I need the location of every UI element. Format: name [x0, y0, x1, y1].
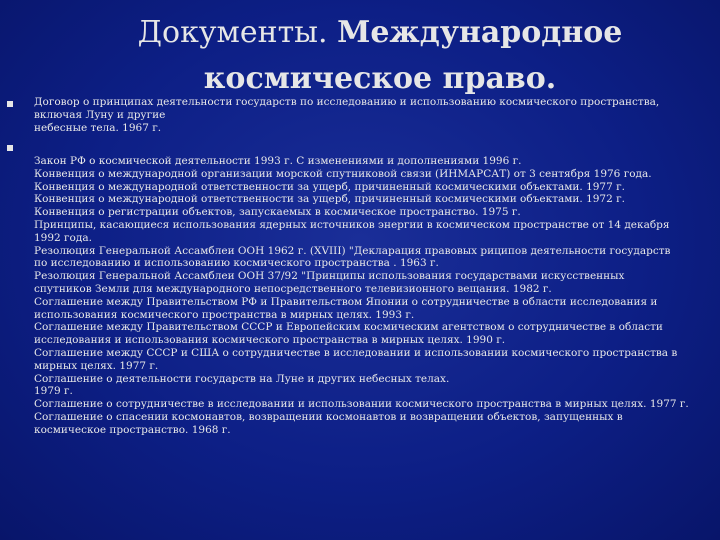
title-part-1: Документы. [137, 15, 338, 50]
list-item-line: 1992 года. [34, 231, 92, 244]
list-item-line: Соглашение о сотрудничестве в исследовании и использовании космического пространства в мирных целях. 1977 г. [34, 398, 689, 411]
list-item-line: Резолюция Генеральной Ассамблеи ООН 37/92 "Принципы использования государствами искусственных [34, 270, 625, 283]
list-item-line: Конвенция о международной организации морской спутниковой связи (ИНМАРСАТ) от 3 сентября 1976 года. [34, 167, 652, 180]
list-item-line: Резолюция Генеральной Ассамблеи ООН 1962 г. (XVIII) "Декларация правовых риципов деятельности государств [34, 244, 671, 257]
list-item-line: по исследованию и использованию космического пространства . 1963 г. [34, 257, 439, 270]
list-item-line: Принципы, касающиеся использования ядерных источников энергии в космическом пространстве от 14 декабря [34, 218, 670, 231]
list-item-line: включая Луну и другие [34, 108, 166, 121]
list-item-line: Конвенция о международной ответственности за ущерб, причиненный космическими объектами. 1977 г. [34, 180, 625, 193]
list-item-line: Соглашение между Правительством РФ и Правительством Японии о сотрудничестве в области исследования и [34, 295, 658, 308]
list-item-line: 1979 г. [34, 385, 73, 398]
list-item [34, 155, 699, 437]
list-item-line: использования космического пространства в мирных целях. 1993 г. [34, 308, 415, 321]
list-item-line: Соглашение о деятельности государств на Луне и других небесных телах. [34, 372, 450, 385]
list-item-line: космическое пространство. 1968 г. [34, 423, 231, 436]
list-item-line: Соглашение между СССР и США о сотрудничестве в исследовании и использовании космического пространства в [34, 346, 678, 359]
list-item-line: Закон РФ о космической деятельности 1993 г. С изменениями и дополнениями 1996 г. [34, 155, 522, 167]
list-item-line: Соглашение между Правительством СССР и Европейским космическим агентством о сотрудничестве в области [34, 321, 663, 334]
list-item [34, 96, 699, 134]
list-item-line: Конвенция о международной ответственности за ущерб, причиненный космическими объектами. 1972 г. [34, 193, 625, 206]
list-item-line: небесные тела. 1967 г. [34, 121, 162, 134]
list-item-line: мирных целях. 1977 г. [34, 359, 159, 372]
list-item-line: исследования и использования космического пространства в мирных целях. 1990 г. [34, 334, 506, 347]
bullet-icon [7, 101, 13, 107]
title-part-2: Международное космическое право. [203, 15, 623, 96]
list-item-line: Соглашение о спасении космонавтов, возвращении космонавтов и возвращении объектов, запущенных в [34, 410, 623, 423]
list-item-line: спутников Земли для международного непосредственного телевизионного вещания. 1982 г. [34, 282, 552, 295]
list-item-line: Конвенция о регистрации объектов, запускаемых в космическое пространство. 1975 г. [34, 206, 521, 219]
page-title [120, 10, 640, 102]
bullet-icon [7, 145, 13, 151]
list-item-line: Договор о принципах деятельности государств по исследованию и использованию космического пространства, [34, 96, 660, 108]
